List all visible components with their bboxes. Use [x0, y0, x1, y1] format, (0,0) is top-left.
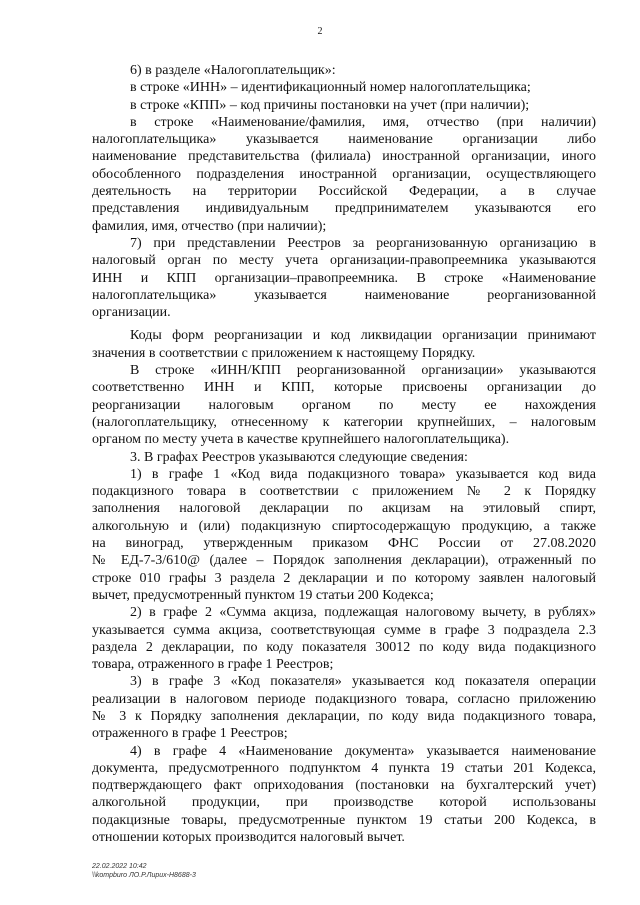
- document-body: [92, 62, 596, 846]
- text-line: 7) при представлении Реестров за реорганизованную организацию в: [130, 235, 596, 251]
- text-line: алкогольную и (или) подакцизную спиртосодержащую продукцию, а также: [92, 518, 596, 534]
- text-line: обособленного подразделения иностранной организации, осуществляющего: [92, 166, 596, 182]
- text-line: № ЕД-7-3/610@ (далее – Порядок заполнения декларации), отраженный по: [92, 553, 596, 569]
- text-line: реализации в налоговом периоде подакцизного товара, согласно приложению: [92, 691, 596, 707]
- text-line: органом по месту учета в качестве крупнейшего налогоплательщика).: [92, 432, 510, 448]
- document-footer: [92, 862, 196, 880]
- text-line: 4) в графе 4 «Наименование документа» указывается наименование: [130, 743, 596, 759]
- text-line: налоговый орган по месту учета организации-правопреемника указываются: [92, 253, 596, 269]
- text-line: в строке «ИНН» – идентификационный номер налогоплательщика;: [130, 80, 531, 96]
- text-line: отраженного в графе 1 Реестров;: [92, 726, 288, 742]
- text-line: представления индивидуальным предпринимателем указываются его: [92, 201, 596, 217]
- text-line: в строке «Наименование/фамилия, имя, отчество (при наличии): [130, 114, 596, 130]
- text-line: реорганизации налоговым органом по месту ее нахождения: [92, 397, 596, 413]
- text-line: фамилия, имя, отчество (при наличии);: [92, 218, 327, 234]
- text-line: подакцизного товара в соответствии с приложением № 2 к Порядку: [92, 484, 596, 500]
- text-line: подтверждающего факт оприходования (постановки на бухгалтерский учет): [92, 778, 596, 794]
- text-line: соответственно ИНН и КПП, которые присвоены организации до: [92, 380, 596, 396]
- text-line: 3) в графе 3 «Код показателя» указывается код показателя операции: [130, 674, 596, 690]
- text-line: В строке «ИНН/КПП реорганизованной организации» указываются: [130, 363, 596, 379]
- text-line: значения в соответствии с приложением к настоящему Порядку.: [92, 345, 476, 361]
- text-line: налогоплательщика» указывается наименование организации либо: [92, 132, 596, 148]
- text-line: отношении которых производится налоговый вычет.: [92, 830, 405, 846]
- text-line: алкогольной продукции, при производстве которой использованы: [92, 795, 596, 811]
- footer-file-path: \\kompburo ЛО.Р.Лирих-Н8688-3: [92, 872, 196, 879]
- text-line: на виноград, утвержденным приказом ФНС России от 27.08.2020: [92, 536, 596, 552]
- text-line: указывается сумма акциза, соответствующая сумме в графе 3 подраздела 2.3: [92, 622, 596, 638]
- page-number: 2: [317, 26, 323, 37]
- text-line: раздела 2 декларации, по коду показателя 30012 по коду вида подакцизного: [92, 639, 596, 655]
- text-line: вычет, предусмотренный пунктом 19 статьи 200 Кодекса;: [92, 587, 434, 603]
- text-line: деятельность на территории Российской Федерации, а в случае: [92, 184, 596, 200]
- text-line: организации.: [92, 305, 171, 321]
- text-line: Коды форм реорганизации и код ликвидации организации принимают: [130, 328, 596, 344]
- text-line: документа, предусмотренного подпунктом 4 пункта 19 статьи 201 Кодекса,: [92, 760, 596, 776]
- text-line: заполнения налоговой декларации по акцизам на этиловый спирт,: [92, 501, 596, 517]
- text-line: товара, отраженного в графе 1 Реестров;: [92, 657, 334, 673]
- text-line: в строке «КПП» – код причины постановки на учет (при наличии);: [130, 97, 530, 113]
- text-line: (налогоплательщику, отнесенному к категории крупнейших, – налоговым: [92, 414, 596, 430]
- text-line: наименование представительства (филиала) иностранной организации, иного: [92, 149, 596, 165]
- footer-timestamp: 22.02.2022 10:42: [92, 863, 147, 870]
- text-line: налогоплательщика» указывается наименование реорганизованной: [92, 287, 596, 303]
- text-line: 6) в разделе «Налогоплательщик»:: [130, 63, 336, 78]
- text-line: 1) в графе 1 «Код вида подакцизного товара» указывается код вида: [130, 466, 596, 482]
- text-line: ИНН и КПП организации–правопреемника. В строке «Наименование: [92, 270, 596, 286]
- text-line: № 3 к Порядку заполнения декларации, по коду вида подакцизного товара,: [92, 708, 596, 724]
- text-line: строке 010 графы 3 раздела 2 декларации и по которому заявлен налоговый: [92, 570, 596, 586]
- text-line: 3. В графах Реестров указываются следующие сведения:: [130, 449, 468, 465]
- text-line: 2) в графе 2 «Сумма акциза, подлежащая налоговому вычету, в рублях»: [130, 605, 596, 621]
- text-line: подакцизные товары, предусмотренные пунктом 19 статьи 200 Кодекса, в: [92, 812, 596, 828]
